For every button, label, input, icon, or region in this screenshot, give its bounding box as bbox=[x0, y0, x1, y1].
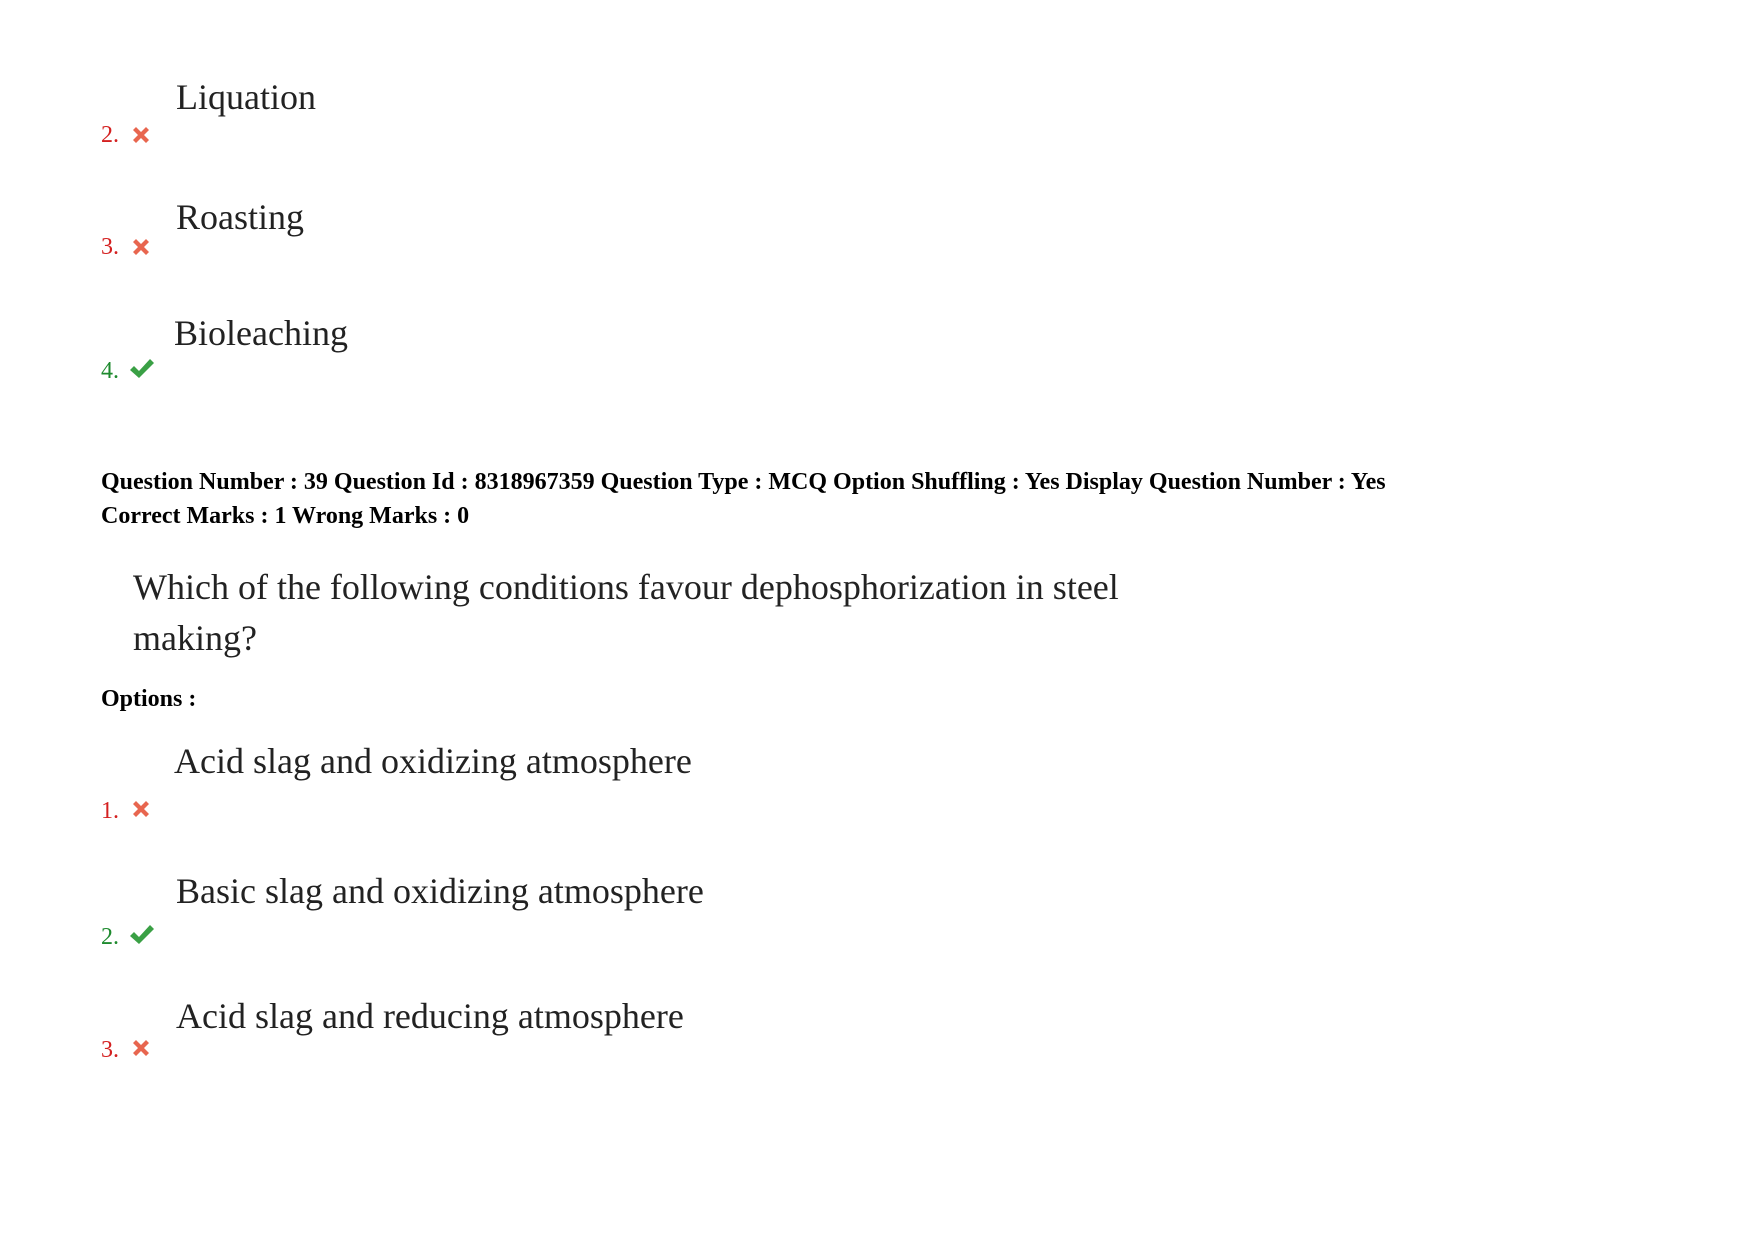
prev-option-2 bbox=[0, 70, 900, 150]
option-1 bbox=[0, 740, 900, 824]
prev-option-3 bbox=[0, 190, 900, 270]
option-text: Liquation bbox=[176, 77, 316, 117]
cross-icon bbox=[128, 234, 154, 260]
option-number: 4. bbox=[101, 358, 119, 384]
option-text: Acid slag and oxidizing atmosphere bbox=[174, 741, 692, 781]
option-text: Basic slag and oxidizing atmosphere bbox=[176, 871, 704, 911]
option-2 bbox=[0, 870, 900, 950]
option-number: 2. bbox=[101, 924, 119, 950]
option-number: 2. bbox=[101, 122, 119, 148]
check-icon bbox=[128, 922, 154, 948]
check-icon bbox=[128, 356, 154, 382]
option-text: Bioleaching bbox=[174, 313, 348, 353]
question-meta: Question Number : 39 Question Id : 8318967359 Question Type : MCQ Option Shuffling : Yes Display Question Number : Yes bbox=[101, 469, 1386, 495]
question-marks: Correct Marks : 1 Wrong Marks : 0 bbox=[101, 503, 470, 529]
option-3 bbox=[0, 995, 900, 1075]
cross-icon bbox=[128, 796, 154, 822]
cross-icon bbox=[128, 1035, 154, 1061]
question-text-line: making? bbox=[133, 618, 257, 658]
question-text-line: Which of the following conditions favour dephosphorization in steel bbox=[133, 567, 1119, 607]
option-text: Roasting bbox=[176, 197, 305, 237]
option-number: 3. bbox=[101, 234, 119, 260]
option-number: 3. bbox=[101, 1037, 119, 1063]
option-text: Acid slag and reducing atmosphere bbox=[176, 996, 684, 1036]
options-label: Options : bbox=[101, 686, 197, 712]
prev-option-4 bbox=[0, 306, 900, 386]
option-number: 1. bbox=[101, 798, 119, 824]
cross-icon bbox=[128, 122, 154, 148]
question-text bbox=[133, 562, 1233, 664]
